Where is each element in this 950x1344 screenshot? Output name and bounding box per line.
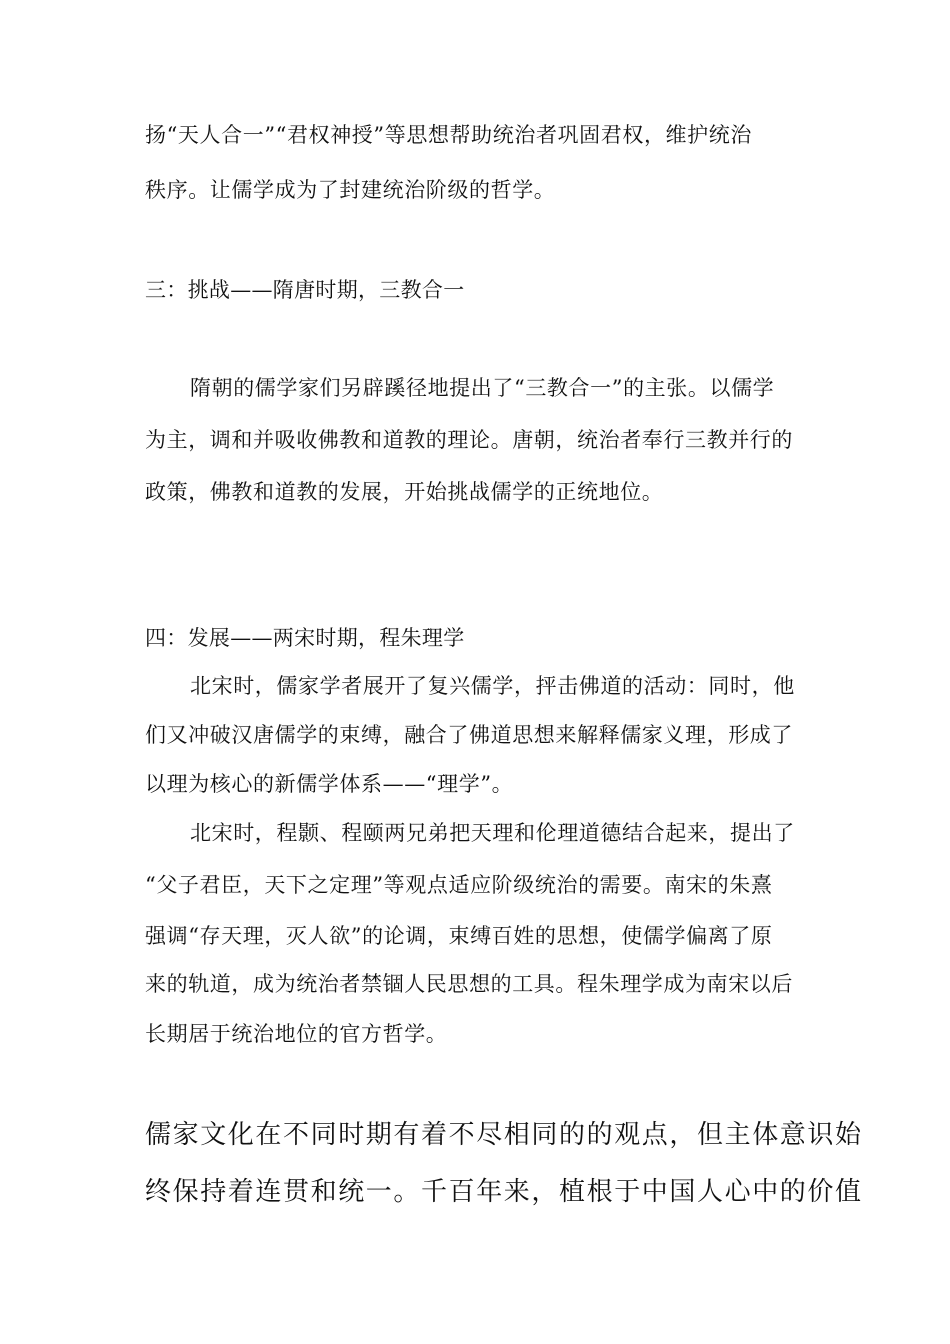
conclusion-line-1: 儒家文化在不同时期有着不尽相同的的观点，但主体意识始 [145,1120,863,1150]
conclusion-line-2: 终保持着连贯和统一。千百年来，植根于中国人心中的价值 [145,1177,863,1207]
intro-line-2: 秩序。让儒学成为了封建统治阶级的哲学。 [145,178,556,202]
section-four-paragraph1-line-3: 以理为核心的新儒学体系——“理学”。 [145,772,514,796]
section-three-heading: 三：挑战——隋唐时期，三教合一 [145,278,465,302]
section-three-paragraph-line-3: 政策，佛教和道教的发展，开始挑战儒学的正统地位。 [145,480,664,504]
section-four-paragraph1-line-2: 们又冲破汉唐儒学的束缚，融合了佛道思想来解释儒家义理，形成了 [145,723,793,747]
section-four-paragraph2-line-2: “父子君臣，天下之定理”等观点适应阶级统治的需要。南宋的朱熹 [145,873,773,897]
section-four-paragraph2-line-3: 强调“存天理，灭人欲”的论调，束缚百姓的思想，使儒学偏离了原 [145,924,773,948]
section-four-heading: 四：发展——两宋时期，程朱理学 [145,626,465,650]
section-four-paragraph2-line-1: 北宋时，程颢、程颐两兄弟把天理和伦理道德结合起来，提出了 [190,821,795,845]
intro-line-1: 扬“天人合一”“君权神授”等思想帮助统治者巩固君权，维护统治 [145,123,752,147]
section-four-paragraph2-line-4: 来的轨道，成为统治者禁锢人民思想的工具。程朱理学成为南宋以后 [145,972,793,996]
section-three-paragraph-line-1: 隋朝的儒学家们另辟蹊径地提出了“三教合一”的主张。以儒学 [190,376,775,400]
section-four-paragraph2-line-5: 长期居于统治地位的官方哲学。 [145,1022,448,1046]
section-three-paragraph-line-2: 为主，调和并吸收佛教和道教的理论。唐朝，统治者奉行三教并行的 [145,428,793,452]
section-four-paragraph1-line-1: 北宋时，儒家学者展开了复兴儒学，抨击佛道的活动：同时，他 [190,674,795,698]
